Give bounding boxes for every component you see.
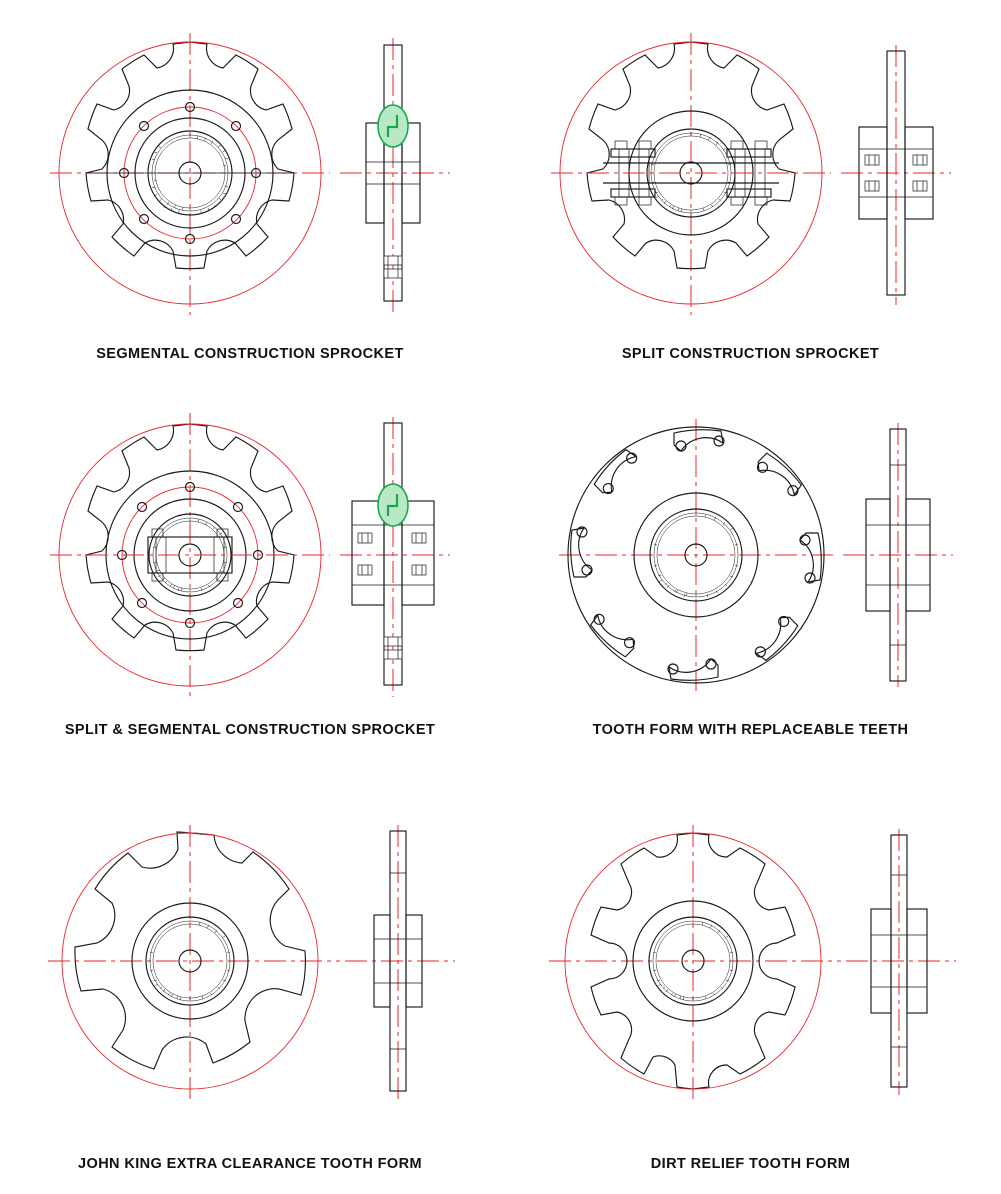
side-view	[340, 417, 450, 697]
figure-tooth-form-with-replaceable-teeth	[500, 388, 1001, 766]
figure-caption: JOHN KING EXTRA CLEARANCE TOOTH FORM	[78, 1156, 422, 1172]
figure-split-and-segmental-construction-sprocket	[0, 388, 500, 766]
figure-drawing	[0, 766, 500, 1156]
centerlines	[48, 825, 340, 1099]
centerlines	[559, 419, 833, 691]
sprocket-drawing-split-segmental	[40, 405, 460, 705]
centerlines	[549, 825, 841, 1099]
figure-segmental-construction-sprocket	[0, 0, 500, 388]
side-view	[843, 423, 953, 687]
centerlines	[50, 33, 330, 315]
figure-drawing	[500, 766, 1001, 1156]
figure-caption: TOOTH FORM WITH REPLACEABLE TEETH	[592, 722, 909, 738]
keyway-highlight	[378, 105, 408, 147]
side-view	[841, 45, 951, 305]
figure-caption: SPLIT CONSTRUCTION SPROCKET	[621, 346, 880, 362]
sprocket-drawing-replaceable-teeth	[541, 405, 961, 705]
figure-drawing	[0, 0, 500, 346]
sprocket-drawing-extra-clearance	[40, 811, 460, 1111]
figure-caption: SPLIT & SEGMENTAL CONSTRUCTION SPROCKET	[64, 722, 436, 738]
figure-caption: DIRT RELIEF TOOTH FORM	[650, 1156, 851, 1172]
side-view	[846, 829, 956, 1095]
figure-drawing	[500, 0, 1001, 346]
figure-john-king-extra-clearance-tooth-form	[0, 766, 500, 1194]
figure-drawing	[0, 388, 500, 722]
figure-drawing	[500, 388, 1001, 722]
centerlines	[551, 33, 831, 315]
figure-caption: SEGMENTAL CONSTRUCTION SPROCKET	[96, 346, 404, 362]
sprocket-drawing-split	[541, 23, 961, 323]
sprocket-drawing-segmental	[40, 23, 460, 323]
figure-dirt-relief-tooth-form	[500, 766, 1001, 1194]
sprocket-drawing-dirt-relief	[541, 811, 961, 1111]
keyway-highlight	[378, 484, 408, 526]
side-view	[340, 38, 450, 315]
side-view	[345, 825, 455, 1099]
figure-split-construction-sprocket	[500, 0, 1001, 388]
